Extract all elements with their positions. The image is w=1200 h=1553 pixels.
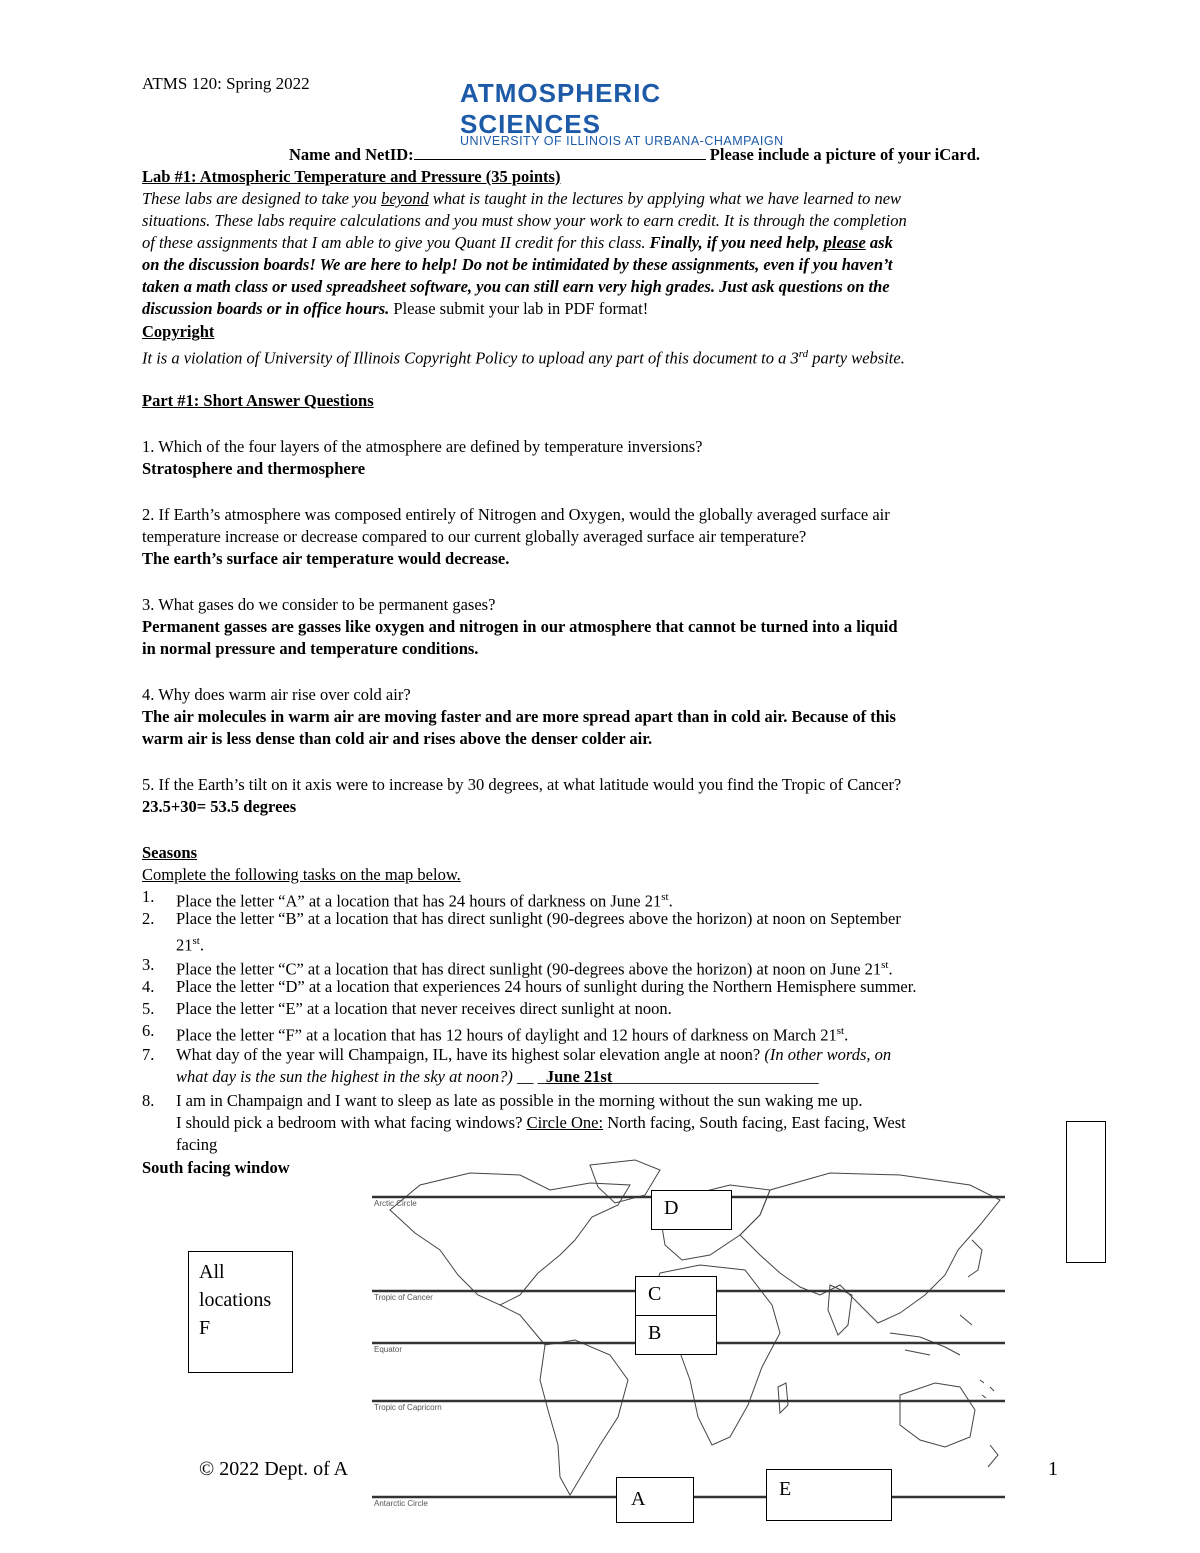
intro-line-2: situations. These labs require calculations and you must show your work to earn credit. It is through the completion <box>142 211 907 230</box>
question-5: 5. If the Earth’s tilt on it axis were to increase by 30 degrees, at what latitude would you find the Tropic of Cancer? <box>142 775 902 794</box>
task-4: Place the letter “D” at a location that experiences 24 hours of sunlight during the Northern Hemisphere summer. <box>176 977 917 996</box>
intro-line-6 <box>142 298 1062 320</box>
answer-box-f <box>188 1251 293 1373</box>
part1-heading: Part #1: Short Answer Questions <box>142 391 374 410</box>
task-2-line-2: 21st. <box>176 935 204 955</box>
answer-box-a <box>616 1477 694 1523</box>
name-netid-line <box>289 144 1069 166</box>
new-zealand-outline <box>988 1445 998 1467</box>
intro-line-5: taken a math class or used spreadsheet software, you can still earn very high grades. Just ask questions on the <box>142 277 890 296</box>
answer-4-line-1: The air molecules in warm air are moving faster and are more spread apart than in cold air. Because of this <box>142 707 896 726</box>
intro-beyond: beyond <box>381 189 429 208</box>
department-logo <box>460 78 800 148</box>
japan-outline <box>968 1240 982 1277</box>
task-5-number: 5. <box>142 999 155 1018</box>
answer-box-d <box>651 1190 732 1230</box>
asia-outline <box>740 1173 1000 1323</box>
logo-subtitle: UNIVERSITY OF ILLINOIS AT URBANA-CHAMPAIGN <box>460 134 784 148</box>
answer-box-d-text: D <box>664 1197 679 1219</box>
question-2-line-1: 2. If Earth’s atmosphere was composed entirely of Nitrogen and Oxygen, would the globally averaged surface air <box>142 505 890 524</box>
answer-box-c <box>635 1276 717 1316</box>
intro-text: of these assignments that I am able to give you Quant II credit for this class. <box>142 233 650 252</box>
page-number: 1 <box>1048 1458 1058 1480</box>
task-8-answer: South facing window <box>142 1158 290 1177</box>
answer-1: Stratosphere and thermosphere <box>142 459 366 478</box>
south-america-outline <box>540 1340 628 1495</box>
copyright-sup: rd <box>798 348 809 360</box>
seasons-instructions: Complete the following tasks on the map below. <box>142 865 461 884</box>
answer-box-b-text: B <box>648 1322 662 1344</box>
madagascar-outline <box>778 1383 788 1413</box>
footer-copyright: © 2022 Dept. of A <box>199 1458 349 1480</box>
north-america-outline <box>390 1173 630 1305</box>
question-2-line-2: temperature increase or decrease compared to our current globally averaged surface air temperature? <box>142 527 807 546</box>
seasons-heading: Seasons <box>142 843 198 862</box>
task-3-text: Place the letter “C” at a location that has direct sunlight (90-degrees above the horizon) at noon on June 21 <box>176 959 882 979</box>
task-1: Place the letter “A” at a location that has 24 hours of darkness on June 21st. <box>176 891 673 911</box>
task-7-hint: (In other words, on <box>764 1045 892 1064</box>
answer-box-e <box>766 1469 892 1521</box>
superscript-st: st <box>836 1025 845 1037</box>
name-netid-blank[interactable] <box>414 145 706 160</box>
task-2-number: 2. <box>142 909 155 928</box>
superscript-st: st <box>881 959 889 971</box>
superscript-st: st <box>192 935 200 947</box>
intro-ask: ask <box>865 233 893 252</box>
copyright-text-b: party website. <box>808 348 905 368</box>
task-1-text: Place the letter “A” at a location that has 24 hours of darkness on June 21 <box>176 891 662 911</box>
task-2-text: 21 <box>176 935 193 955</box>
task-3: Place the letter “C” at a location that has direct sunlight (90-degrees above the horizon) at noon on June 21st. <box>176 959 893 979</box>
question-1: 1. Which of the four layers of the atmosphere are defined by temperature inversions? <box>142 437 703 456</box>
india-outline <box>828 1285 852 1335</box>
intro-line-4: on the discussion boards! We are here to help! Do not be intimidated by these assignments, even if you haven’t <box>142 255 893 274</box>
intro-line-1 <box>142 188 1062 210</box>
name-netid-label: Name and NetID: <box>289 145 414 164</box>
copyright-heading: Copyright <box>142 322 215 341</box>
antarctic-circle-label: Antarctic Circle <box>374 1499 428 1508</box>
intro-text: what is taught in the lectures by applying what we have learned to new <box>428 189 902 208</box>
intro-line-3 <box>142 232 1062 254</box>
logo-title: ATMOSPHERIC SCIENCES <box>460 78 662 139</box>
task-2-line-1: Place the letter “B” at a location that has direct sunlight (90-degrees above the horizon) at noon on September <box>176 909 901 928</box>
task-8-line-1: I am in Champaign and I want to sleep as late as possible in the morning without the sun waking me up. <box>176 1091 863 1110</box>
task-8-line-3: facing <box>176 1135 218 1154</box>
intro-text: These labs are designed to take you <box>142 189 382 208</box>
side-box <box>1066 1121 1106 1263</box>
task-7-answer: June 21st <box>545 1067 613 1086</box>
task-4-number: 4. <box>142 977 155 996</box>
task-7-line-2 <box>176 1066 1066 1088</box>
answer-5: 23.5+30= 53.5 degrees <box>142 797 297 816</box>
intro-please: please <box>823 233 866 252</box>
course-label: ATMS 120: Spring 2022 <box>142 74 310 93</box>
task-7-number: 7. <box>142 1045 155 1064</box>
task-6-number: 6. <box>142 1021 155 1040</box>
copyright-text <box>142 343 1062 370</box>
task-8-circle-one: Circle One: <box>526 1113 604 1132</box>
task-8-text: I should pick a bedroom with what facing windows? <box>176 1113 527 1132</box>
answer-box-b <box>635 1315 717 1355</box>
task-3-number: 3. <box>142 955 155 974</box>
answer-3-line-2: in normal pressure and temperature conditions. <box>142 639 479 658</box>
answer-box-a-text: A <box>631 1488 646 1510</box>
copyright-text-a: It is a violation of University of Illinois Copyright Policy to upload any part of this document to a 3 <box>142 348 799 368</box>
tropic-of-capricorn-label: Tropic of Capricorn <box>374 1403 442 1412</box>
answer-4-line-2: warm air is less dense than cold air and rises above the denser colder air. <box>142 729 653 748</box>
task-1-number: 1. <box>142 887 155 906</box>
task-7-hint-2: what day is the sun the highest in the sky at noon?) <box>176 1067 513 1086</box>
task-5: Place the letter “E” at a location that never receives direct sunlight at noon. <box>176 999 672 1018</box>
australia-outline <box>900 1383 975 1447</box>
intro-help: Finally, if you need help, <box>649 233 824 252</box>
equator-label: Equator <box>374 1345 403 1354</box>
task-7-text: What day of the year will Champaign, IL, have its highest solar elevation angle at noon? <box>176 1045 765 1064</box>
answer-box-e-text: E <box>779 1478 792 1500</box>
arctic-circle-label: Arctic Circle <box>374 1199 417 1208</box>
pacific-islands <box>980 1380 994 1398</box>
answer-box-c-text: C <box>648 1283 662 1305</box>
task-8-line-2 <box>176 1112 1066 1134</box>
task-7-blank-2: _________________________ <box>612 1067 819 1086</box>
answer-3-line-1: Permanent gasses are gasses like oxygen and nitrogen in our atmosphere that cannot be turned into a liquid <box>142 617 898 636</box>
task-6-text: Place the letter “F” at a location that has 12 hours of daylight and 12 hours of darkness on March 21 <box>176 1025 837 1045</box>
icard-note: Please include a picture of your iCard. <box>709 145 981 164</box>
central-america-outline <box>500 1305 545 1345</box>
question-3: 3. What gases do we consider to be permanent gases? <box>142 595 496 614</box>
question-4: 4. Why does warm air rise over cold air? <box>142 685 411 704</box>
southeast-asia-islands <box>890 1315 972 1355</box>
superscript-st: st <box>661 891 669 903</box>
intro-office-hours: discussion boards or in office hours. <box>142 299 390 318</box>
task-8-options: North facing, South facing, East facing, West <box>603 1113 906 1132</box>
task-6: Place the letter “F” at a location that has 12 hours of daylight and 12 hours of darkness on March 21st. <box>176 1025 849 1045</box>
latitude-labels <box>374 1199 442 1508</box>
lab-title: Lab #1: Atmospheric Temperature and Pressure (35 points) <box>142 167 561 186</box>
task-7-blank: __ _ <box>512 1067 546 1086</box>
answer-box-f-text: All locations F <box>199 1261 272 1339</box>
intro-pdf-note: Please submit your lab in PDF format! <box>389 299 649 318</box>
tropic-of-cancer-label: Tropic of Cancer <box>374 1293 433 1302</box>
task-7-line-1 <box>176 1044 1066 1066</box>
task-8-number: 8. <box>142 1091 155 1110</box>
answer-2: The earth’s surface air temperature would decrease. <box>142 549 510 568</box>
